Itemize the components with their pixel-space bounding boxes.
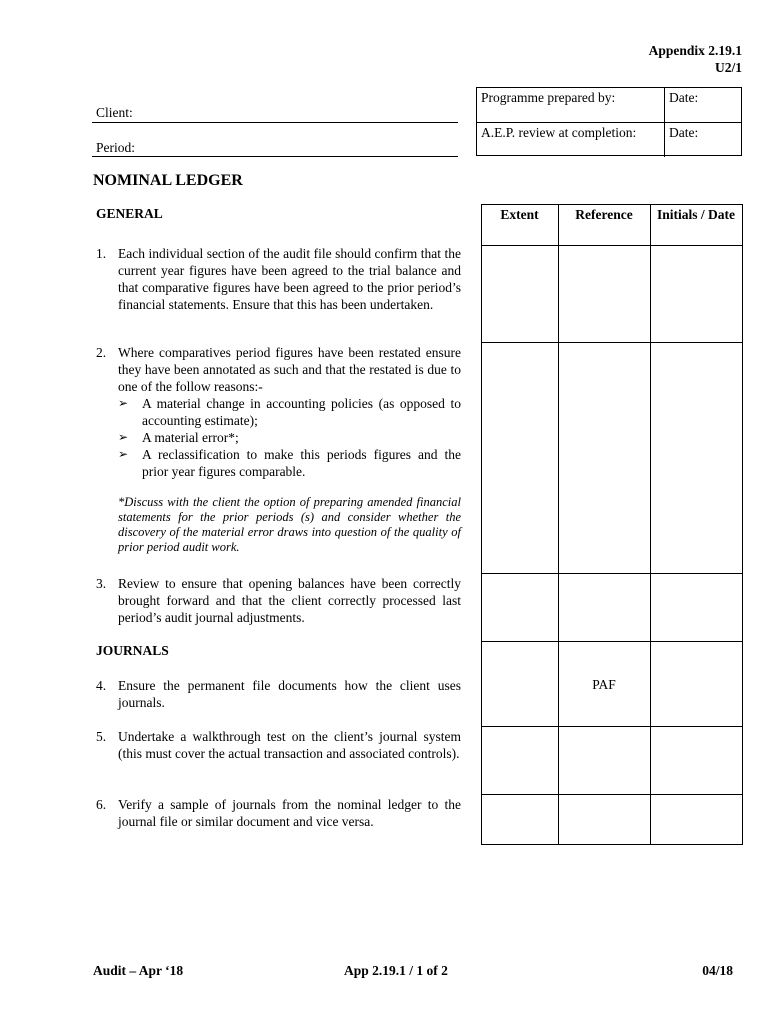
section-heading-general: GENERAL [96, 206, 163, 221]
item-text: Each individual section of the audit file should confirm that the current year figures have been agreed to the trial balance and that comparative figures have been agreed to the prior period’s financial statements. Ensure that this has been undertaken. [118, 246, 461, 312]
table-row-divider [481, 573, 743, 574]
item-text: Verify a sample of journals from the nominal ledger to the journal file or similar document and vice versa. [118, 797, 461, 829]
item-text: Review to ensure that opening balances have been correctly brought forward and that the client correctly processed last period’s audit journal adjustments. [118, 576, 461, 625]
item-text: Where comparatives period figures have been restated ensure they have been annotated as such and that the restated is due to one of the follow reasons:- [118, 345, 461, 394]
footer-right: 04/18 [702, 963, 733, 978]
client-label: Client: [96, 105, 133, 120]
client-line [92, 122, 458, 123]
footnote-discuss: *Discuss with the client the option of preparing amended financial statements for the prior periods (s) and consider whether the discovery of the material error draws into question of the quality of prior period audit work. [118, 495, 461, 554]
item-number: 3. [96, 576, 107, 591]
table-row-divider [481, 794, 743, 795]
reference-cell-paf: PAF [592, 677, 616, 692]
item-number: 1. [96, 246, 107, 261]
item-text: Undertake a walkthrough test on the client’s journal system (this must cover the actual transaction and associated controls). [118, 729, 461, 761]
table-border [481, 204, 743, 205]
list-item-4 [96, 677, 461, 711]
item-text: Ensure the permanent file documents how the client uses journals. [118, 678, 461, 710]
programme-prepared-date-label: Date: [669, 90, 699, 105]
table-border [481, 204, 482, 845]
arrowhead-bullet-icon: ➢ [118, 430, 129, 444]
reason-bullet-list [118, 395, 461, 480]
bullet-item: ➢ A material change in accounting policies (as opposed to accounting estimate); [118, 396, 461, 428]
header-initials-date: Initials / Date [657, 207, 736, 222]
list-item-1 [96, 245, 461, 313]
page-title: NOMINAL LEDGER [93, 172, 243, 189]
aep-review-label: A.E.P. review at completion: [477, 123, 665, 157]
appendix-header [649, 42, 742, 76]
footer-center: App 2.19.1 / 1 of 2 [344, 963, 448, 978]
item-number: 4. [96, 678, 107, 693]
list-item-2 [96, 344, 461, 480]
list-item-3 [96, 575, 461, 626]
header-reference: Reference [575, 207, 633, 222]
appendix-number: Appendix 2.19.1 [648, 43, 742, 58]
item-number: 2. [96, 345, 107, 360]
programme-prepared-row [477, 88, 741, 122]
table-row-divider [481, 342, 743, 343]
table-column-divider [558, 204, 559, 845]
list-item-5 [96, 728, 461, 762]
list-item-6 [96, 796, 461, 830]
table-border [481, 844, 743, 845]
table-column-divider [650, 204, 651, 845]
table-row-divider [481, 245, 743, 246]
programme-prepared-label: Programme prepared by: [477, 88, 665, 122]
signoff-table [481, 204, 743, 845]
table-border [742, 204, 743, 845]
item-number: 6. [96, 797, 107, 812]
appendix-code: U2/1 [715, 60, 742, 75]
period-label: Period: [96, 140, 135, 155]
table-row-divider [481, 641, 743, 642]
arrowhead-bullet-icon: ➢ [118, 447, 129, 461]
bullet-item: ➢ A material error*; [118, 430, 239, 445]
aep-review-date-label: Date: [669, 125, 699, 140]
footer-left: Audit – Apr ‘18 [93, 963, 184, 978]
item-number: 5. [96, 729, 107, 744]
section-heading-journals: JOURNALS [96, 643, 169, 658]
arrowhead-bullet-icon: ➢ [118, 396, 129, 410]
period-line [92, 156, 458, 157]
table-row-divider [481, 726, 743, 727]
bullet-item: ➢ A reclassification to make this periods figures and the prior year figures comparable. [118, 447, 461, 479]
aep-review-row [477, 122, 741, 157]
programme-signoff-box [476, 87, 742, 156]
header-extent: Extent [500, 207, 539, 222]
